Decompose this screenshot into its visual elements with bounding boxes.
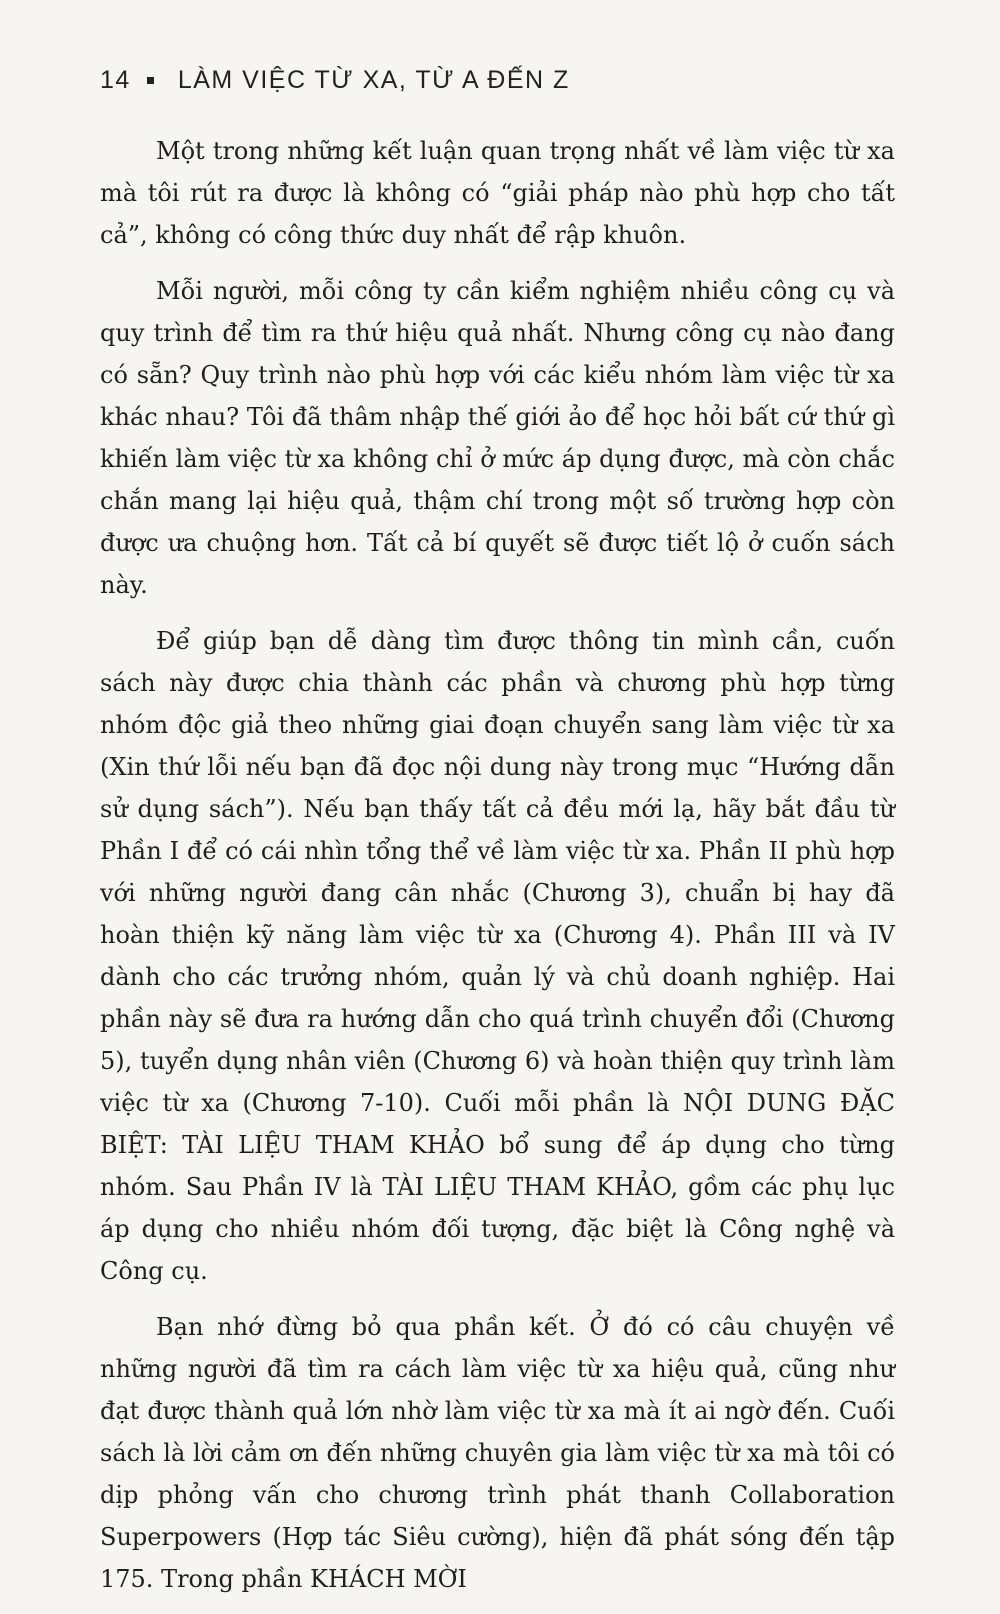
running-head — [100, 60, 570, 100]
body-text — [100, 130, 895, 1614]
page-number: 14 — [100, 65, 131, 94]
paragraph-1: Một trong những kết luận quan trọng nhất về làm việc từ xa mà tôi rút ra được là không có “giải pháp nào phù hợp cho tất cả”, không có công thức duy nhất để rập khuôn. — [100, 137, 895, 249]
separator-bullet-icon — [147, 77, 154, 84]
paragraph-3: Để giúp bạn dễ dàng tìm được thông tin mình cần, cuốn sách này được chia thành các phần và chương phù hợp từng nhóm độc giả theo những giai đoạn chuyển sang làm việc từ xa (Xin thứ lỗi nếu bạn đã đọc nội dung này trong mục “Hướng dẫn sử dụng sách”). Nếu bạn thấy tất cả đều mới lạ, hãy bắt đầu từ Phần I để có cái nhìn tổng thể về làm việc từ xa. Phần II phù hợp với những người đang cân nhắc (Chương 3), chuẩn bị hay đã hoàn thiện kỹ năng làm việc từ xa (Chương 4). Phần III và IV dành cho các trưởng nhóm, quản lý và chủ doanh nghiệp. Hai phần này sẽ đưa ra hướng dẫn cho quá trình chuyển đổi (Chương 5), tuyển dụng nhân viên (Chương 6) và hoàn thiện quy trình làm việc từ xa (Chương 7-10). Cuối mỗi phần là NỘI DUNG ĐẶC BIỆT: TÀI LIỆU THAM KHẢO bổ sung để áp dụng cho từng nhóm. Sau Phần IV là TÀI LIỆU THAM KHẢO, gồm các phụ lục áp dụng cho nhiều nhóm đối tượng, đặc biệt là Công nghệ và Công cụ. — [100, 627, 895, 1285]
paragraph-4: Bạn nhớ đừng bỏ qua phần kết. Ở đó có câu chuyện về những người đã tìm ra cách làm việc từ xa hiệu quả, cũng như đạt được thành quả lớn nhờ làm việc từ xa mà ít ai ngờ đến. Cuối sách là lời cảm ơn đến những chuyên gia làm việc từ xa mà tôi có dịp phỏng vấn cho chương trình phát thanh Collaboration Superpowers (Hợp tác Siêu cường), hiện đã phát sóng đến tập 175. Trong phần KHÁCH MỜI — [100, 1313, 895, 1593]
paragraph-2: Mỗi người, mỗi công ty cần kiểm nghiệm nhiều công cụ và quy trình để tìm ra thứ hiệu quả nhất. Nhưng công cụ nào đang có sẵn? Quy trình nào phù hợp với các kiểu nhóm làm việc từ xa khác nhau? Tôi đã thâm nhập thế giới ảo để học hỏi bất cứ thứ gì khiến làm việc từ xa không chỉ ở mức áp dụng được, mà còn chắc chắn mang lại hiệu quả, thậm chí trong một số trường hợp còn được ưa chuộng hơn. Tất cả bí quyết sẽ được tiết lộ ở cuốn sách này. — [100, 277, 895, 599]
book-title: LÀM VIỆC TỪ XA, TỪ A ĐẾN Z — [177, 65, 570, 94]
